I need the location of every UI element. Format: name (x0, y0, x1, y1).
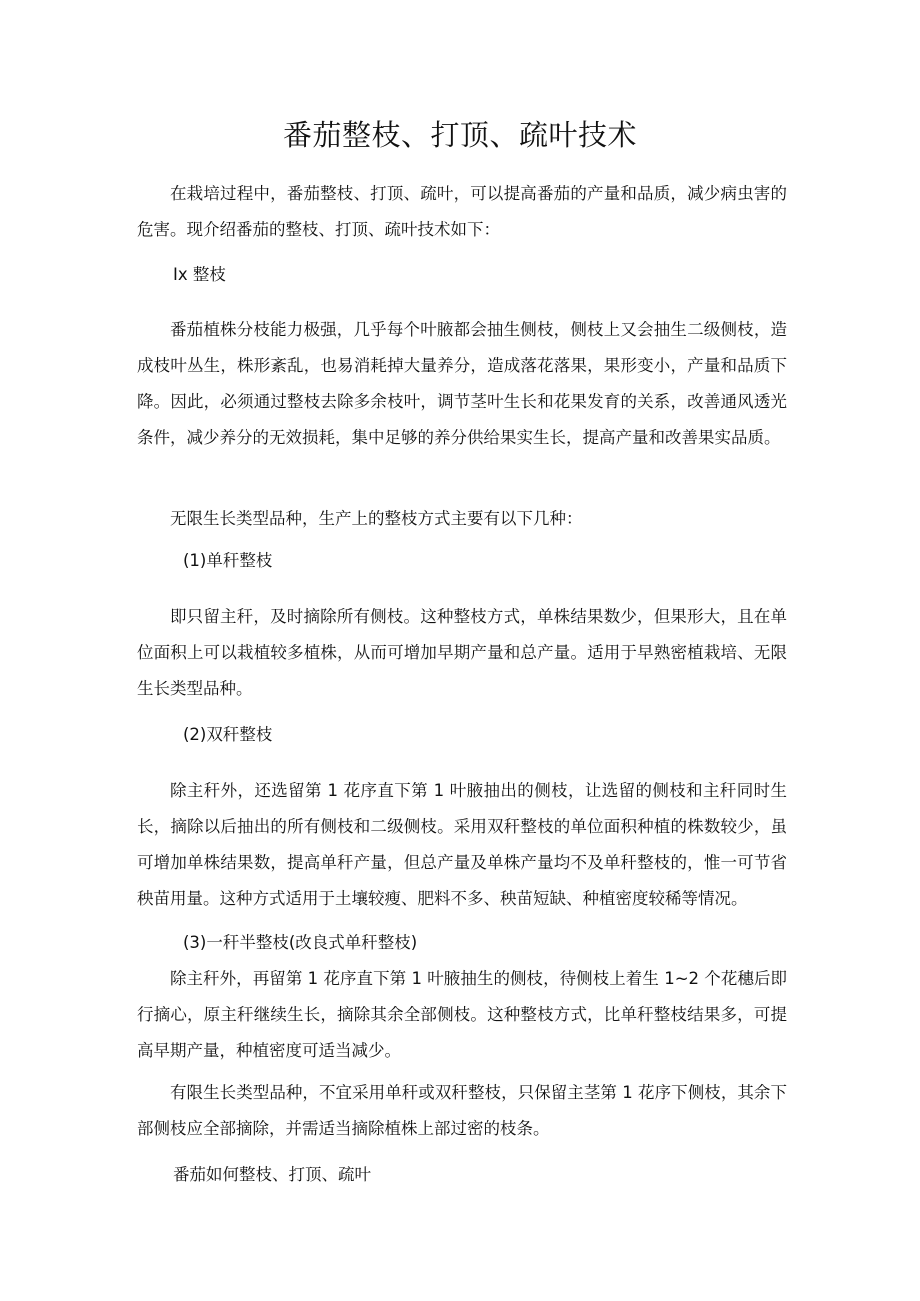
document-title: 番茄整枝、打顶、疏叶技术 (282, 118, 637, 152)
method-heading-double-stem: (2)双秆整枝 (183, 725, 273, 744)
method-heading-single-stem: (1)单秆整枝 (183, 551, 273, 570)
pruning-paragraph: 番茄植株分枝能力极强，几乎每个叶腋都会抽生侧枝，侧枝上又会抽生二级侧枝，造成枝叶丛生，株形紊乱，也易消耗掉大量养分，造成落花落果，果形变小，产量和品质下降。因此，必须通过整枝去除多余枝叶，调节茎叶生长和花果发育的关系，改善通风透光条件，减少养分的无效损耗，集中足够的养分供给果实生长，提高产量和改善果实品质。 (137, 320, 787, 447)
closing-line: 番茄如何整枝、打顶、疏叶 (173, 1165, 371, 1184)
one-and-half-stem-paragraph: 除主秆外，再留第 1 花序直下第 1 叶腋抽生的侧枝，待侧枝上着生 1~2 个花穗后即行摘心，原主秆继续生长，摘除其余全部侧枝。这种整枝方式，比单秆整枝结果多，可提高早期产量，种植密度可适当减少。 (137, 969, 787, 1060)
double-stem-paragraph: 除主秆外，还选留第 1 花序直下第 1 叶腋抽出的侧枝，让选留的侧枝和主秆同时生长，摘除以后抽出的所有侧枝和二级侧枝。采用双秆整枝的单位面积种植的株数较少，虽可增加单株结果数，提高单秆产量，但总产量及单株产量均不及单秆整枝的，惟一可节省秧苗用量。这种方式适用于土壤较瘦、肥料不多、秧苗短缺、种植密度较稀等情况。 (137, 781, 787, 908)
indeterminate-intro-paragraph: 无限生长类型品种，生产上的整枝方式主要有以下几种： (170, 509, 583, 528)
single-stem-paragraph: 即只留主秆，及时摘除所有侧枝。这种整枝方式，单株结果数少，但果形大，且在单位面积上可以栽植较多植株，从而可增加早期产量和总产量。适用于早熟密植栽培、无限生长类型品种。 (137, 607, 787, 698)
intro-paragraph: 在栽培过程中，番茄整枝、打顶、疏叶，可以提高番茄的产量和品质，减少病虫害的危害。现介绍番茄的整枝、打顶、疏叶技术如下： (137, 184, 787, 239)
method-heading-one-and-half-stem: (3)一秆半整枝(改良式单秆整枝) (183, 933, 418, 952)
determinate-paragraph: 有限生长类型品种，不宜采用单秆或双秆整枝，只保留主茎第 1 花序下侧枝，其余下部侧枝应全部摘除，并需适当摘除植株上部过密的枝条。 (137, 1083, 787, 1138)
section-heading-pruning: Ix 整枝 (173, 265, 226, 284)
